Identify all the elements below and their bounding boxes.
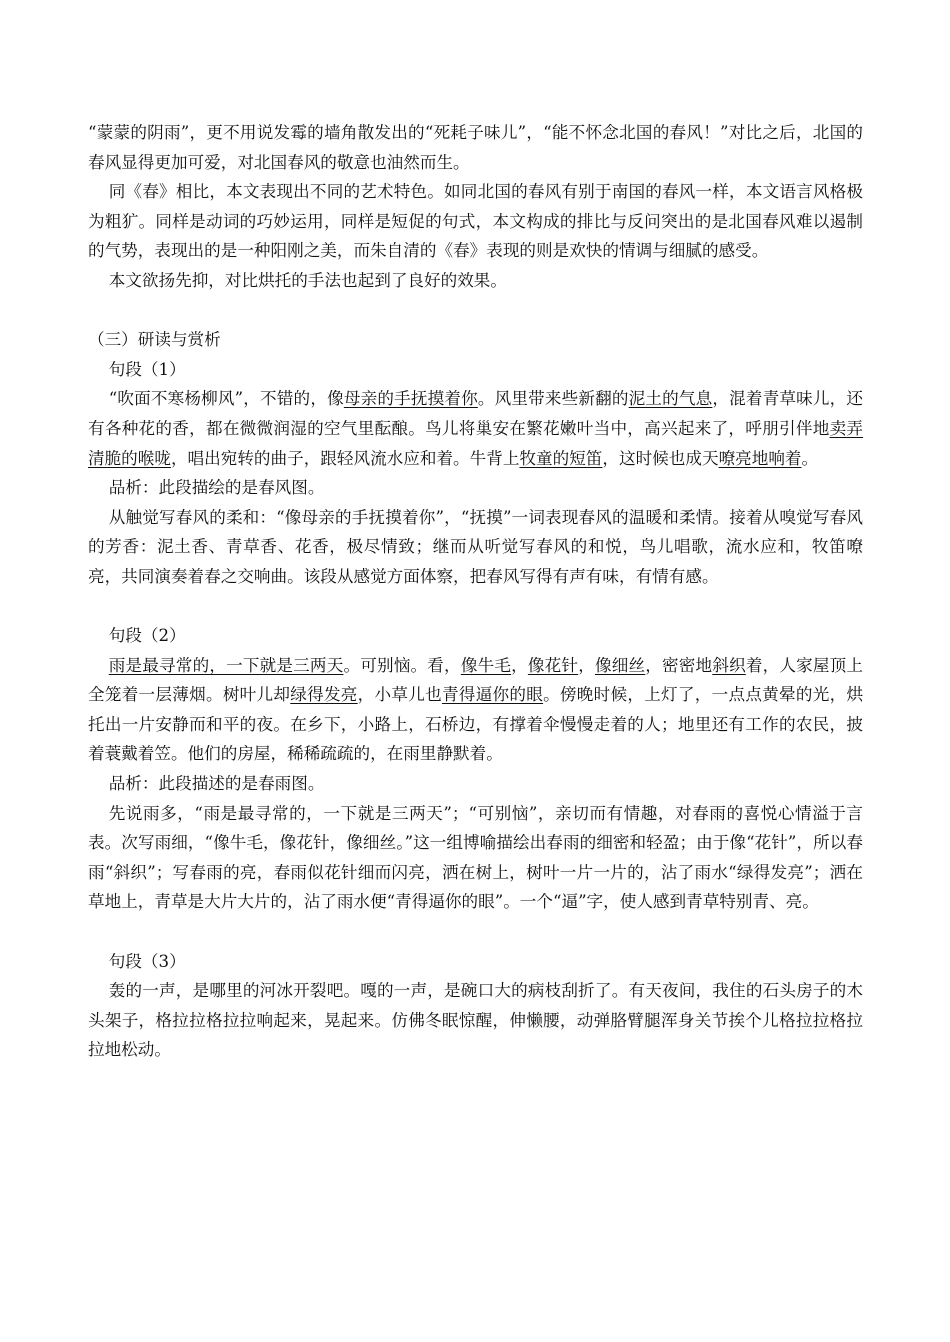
text-run: ，唱出宛转的曲子，跟轻风流水应和着。牛背上 (170, 448, 520, 468)
underlined-phrase: 母亲的手抚摸着你 (343, 389, 478, 409)
text-run: ，这时候也成天 (602, 448, 719, 468)
text-run: ， (511, 655, 528, 675)
section-heading: （三）研读与赏析 (88, 330, 221, 350)
spacer (88, 917, 863, 947)
underlined-phrase: 嘹亮地响着 (718, 448, 802, 468)
text-run: 着，人家屋顶上全笼着一层薄烟。树叶儿却 (88, 655, 864, 705)
document-page (88, 118, 863, 1065)
underlined-phrase: 像牛毛 (460, 655, 512, 675)
text-run: 。风里带来些新翻的 (477, 389, 629, 409)
paragraph-art-style (88, 177, 863, 266)
underlined-phrase: 斜织 (712, 655, 746, 675)
spacer (88, 296, 863, 326)
paragraph-technique (88, 266, 863, 296)
passage-3-label: 句段（3） (108, 951, 186, 971)
text-run: 同《春》相比，本文表现出不同的艺术特色。如同北国的春风有别于南国的春风一样，本文语言风格极为粗犷。同样是动词的巧妙运用，同样是短促的句式，本文构成的排比与反问突出的是北国春风难以遏制的气势，表现出的是一种阳刚之美，而朱自清的《春》表现的则是欢快的情调与细腻的感受。 (88, 182, 863, 261)
passage-2-analysis-label: 品析：此段描述的是春雨图。 (108, 774, 325, 794)
paragraph-contrast (88, 118, 863, 177)
passage-2-text (88, 651, 863, 769)
text-run: 先说雨多，“雨是最寻常的，一下就是三两天”；“可别恼”，亲切而有情趣，对春雨的喜悦心情溢于言表。次写雨细，“像牛毛，像花针，像细丝。”这一组博喻描绘出春雨的细密和轻盈；由于像“花针”，所以春雨“斜织”；写春雨的亮，春雨似花针细而闪亮，洒在树上，树叶一片一片的，沾了雨水“绿得发亮”；洒在草地上，青草是大片大片的，沾了雨水便“青得逼你的眼”。一个“逼”字，使人感到青草特别青、亮。 (88, 803, 863, 912)
spacer (88, 592, 863, 622)
passage-1-text (88, 384, 863, 473)
text-run: “吹面不寒杨柳风”，不错的，像 (108, 389, 344, 409)
text-run: 轰的一声，是哪里的河冰开裂吧。嘎的一声，是碗口大的病枝刮折了。有天夜间，我住的石头房子的木头架子，格拉拉格拉拉响起来，晃起来。仿佛冬眠惊醒，伸懒腰，动弹胳臂腿浑身关节挨个儿格拉拉格拉拉地松动。 (88, 981, 863, 1060)
underlined-phrase: 像花针 (527, 655, 579, 675)
text-run: ，混着青草味儿，还有各种花的香，都在微微润湿的空气里酝酿。鸟儿将巢安在繁花嫩叶当中，高兴起来了，呼朋引伴地 (88, 389, 864, 438)
text-run: “蒙蒙的阴雨”，更不用说发霉的墙角散发出的“死耗子味儿”，“能不怀念北国的春风！”对比之后，北国的春风显得更加可爱，对北国春风的敬意也油然而生。 (88, 123, 863, 172)
text-run: ， (578, 655, 595, 675)
text-run: ，小草儿也 (357, 685, 442, 705)
underlined-phrase: 卖弄清脆的喉咙 (88, 418, 864, 468)
passage-2-label: 句段（2） (108, 626, 186, 646)
text-run: 本文欲扬先抑，对比烘托的手法也起到了良好的效果。 (108, 270, 507, 290)
text-run: ，密密地 (645, 655, 713, 675)
passage-3-text (88, 976, 863, 1065)
text-run: 。 (801, 448, 819, 468)
passage-1-label: 句段（1） (108, 359, 186, 379)
text-run: 。傍晚时候，上灯了，一点点黄晕的光，烘托出一片安静而和平的夜。在乡下，小路上，石桥边，有撑着伞慢慢走着的人；地里还有工作的农民，披着蓑戴着笠。他们的房屋，稀稀疏疏的，在雨里静默着。 (88, 685, 864, 764)
passage-1-analysis-label: 品析：此段描绘的是春风图。 (108, 478, 325, 498)
underlined-phrase: 泥土的气息 (628, 389, 713, 409)
underlined-phrase: 绿得发亮 (290, 685, 358, 705)
underlined-phrase: 青得逼你的眼 (441, 685, 544, 705)
passage-1-analysis (88, 503, 863, 592)
underlined-phrase: 牧童的短笛 (519, 448, 603, 468)
passage-2-analysis (88, 799, 863, 917)
underlined-phrase: 像细丝 (594, 655, 646, 675)
text-run: 从触觉写春风的柔和：“像母亲的手抚摸着你”，“抚摸”一词表现春风的温暖和柔情。接着从嗅觉写春风的芳香：泥土香、青草香、花香，极尽情致；继而从听觉写春风的和悦，鸟儿唱歌，流水应和，牧笛嘹亮，共同演奏着春之交响曲。该段从感觉方面体察，把春风写得有声有味，有情有感。 (88, 507, 863, 586)
text-run: 。可别恼。看， (343, 655, 461, 675)
underlined-phrase: 雨是最寻常的，一下就是三两天 (108, 655, 344, 675)
